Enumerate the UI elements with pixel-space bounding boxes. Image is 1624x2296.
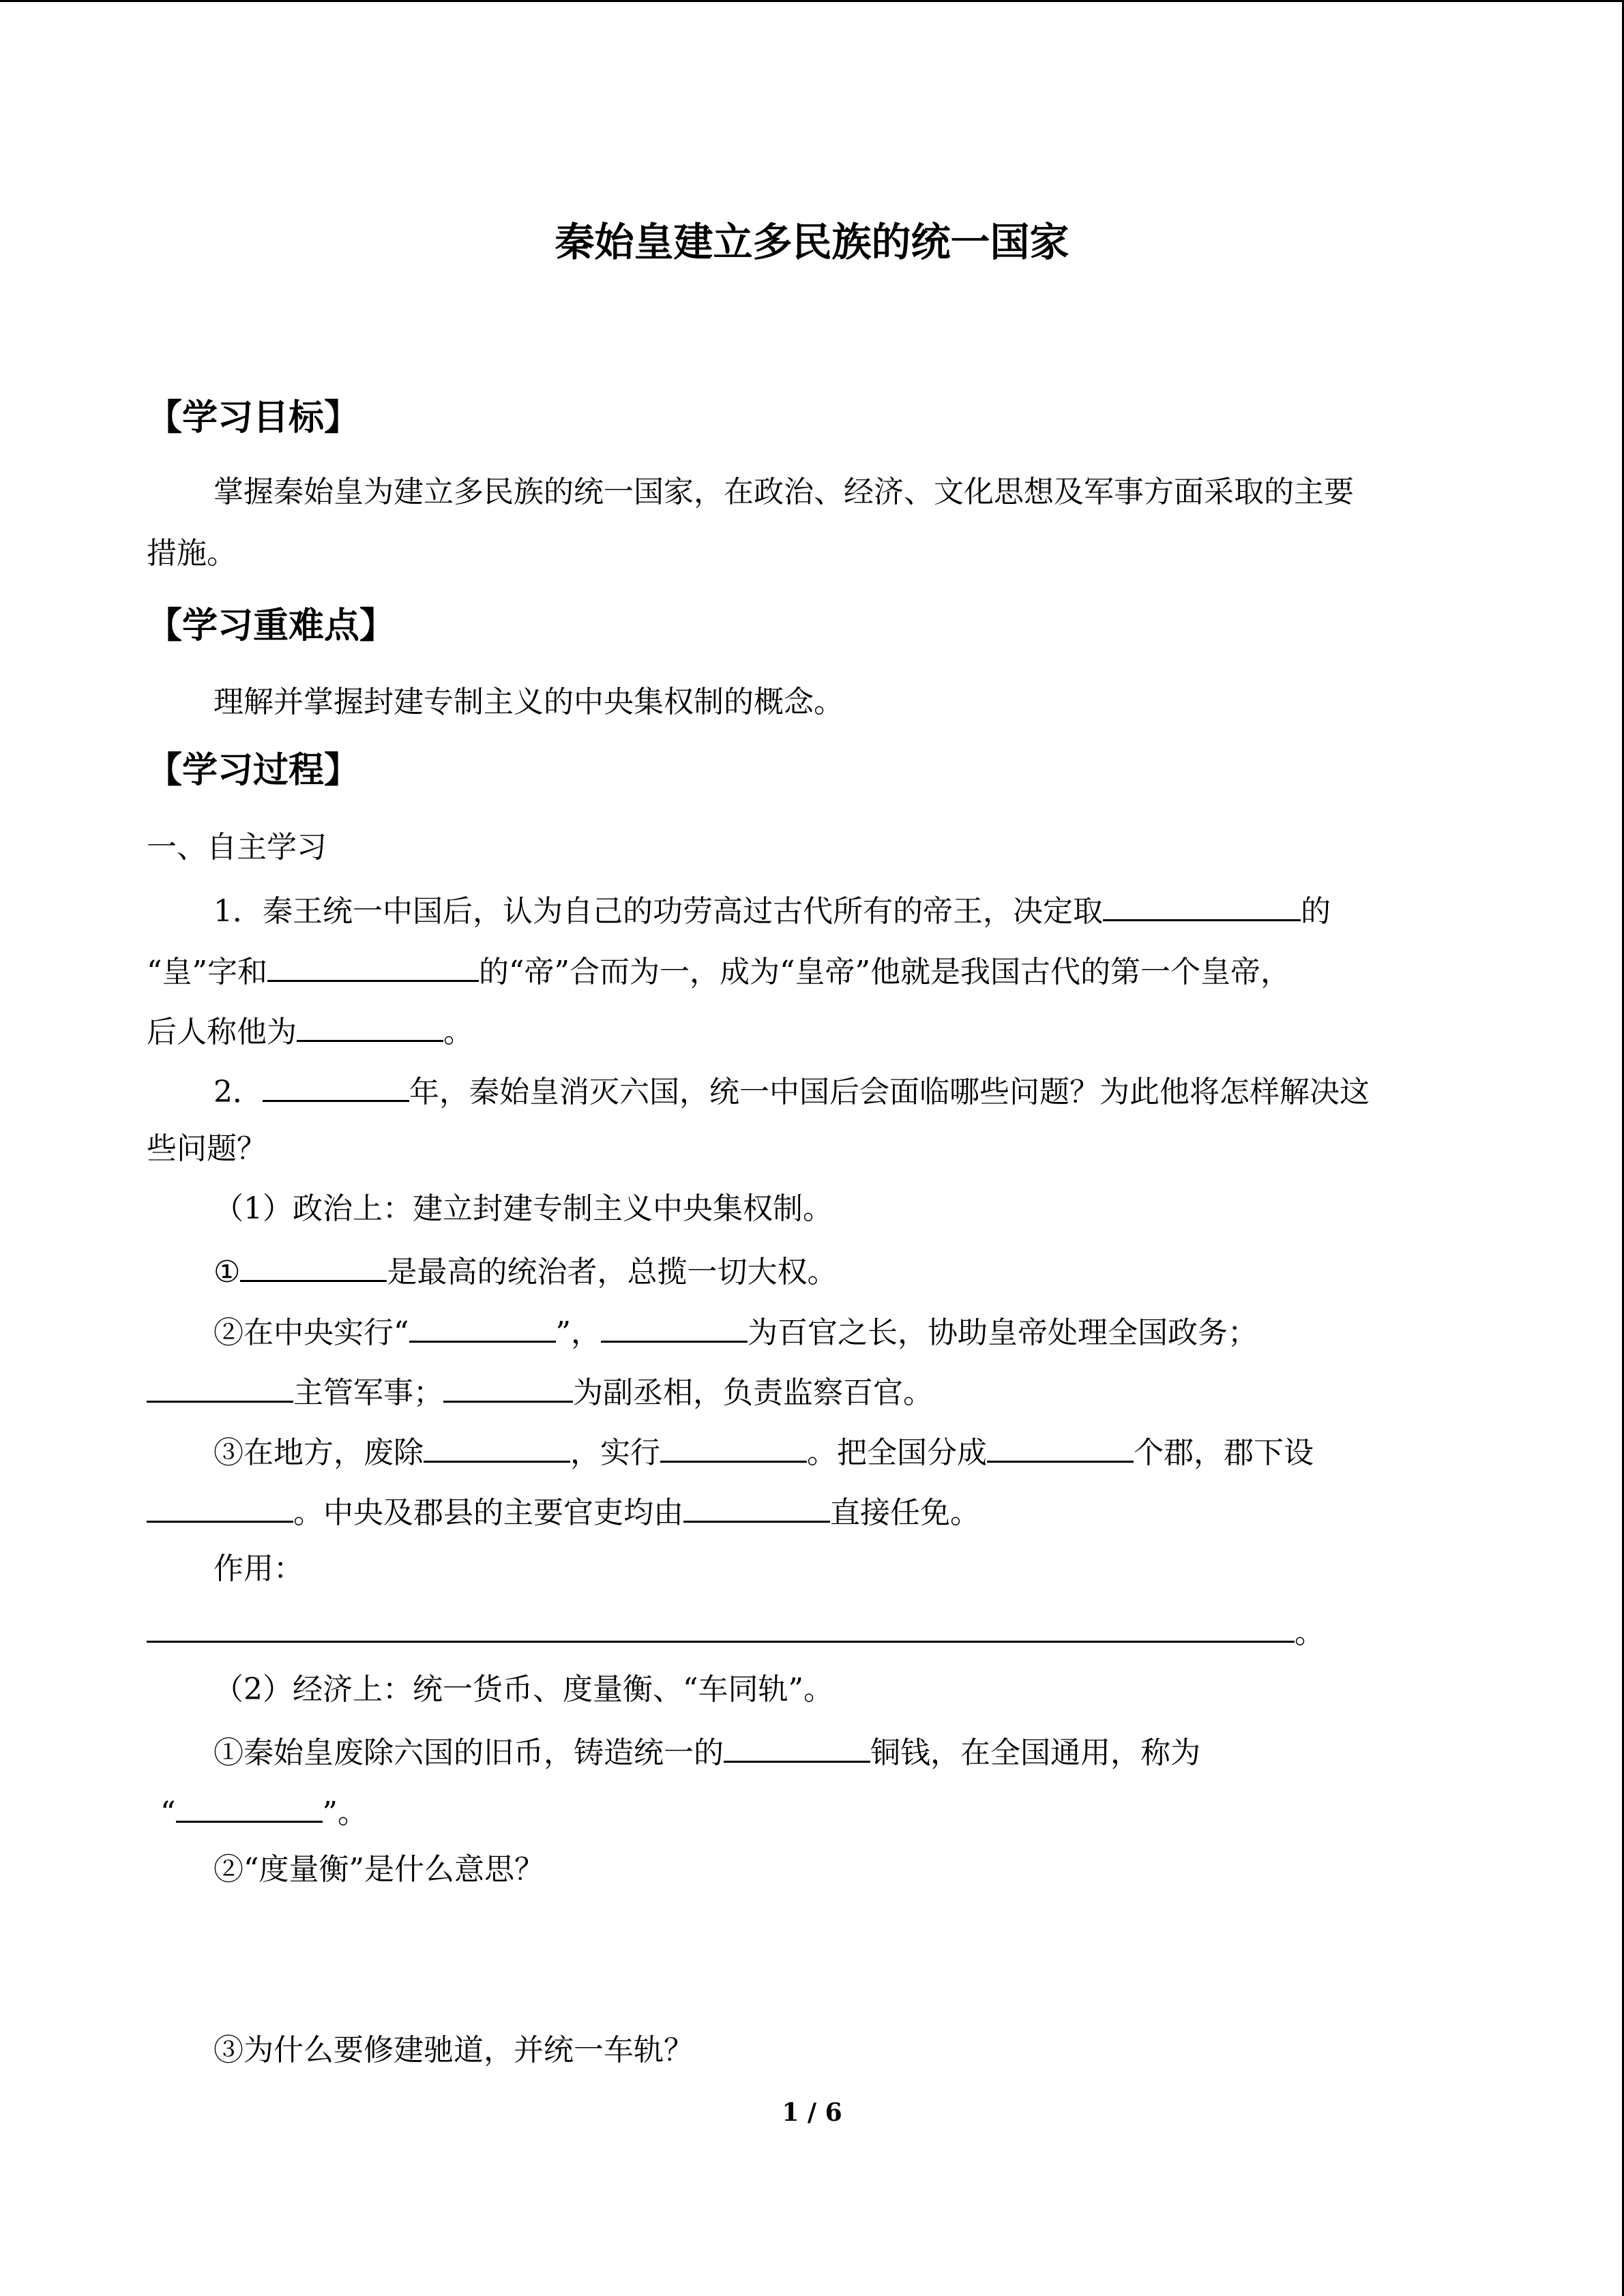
q1-line-1 xyxy=(213,888,1331,932)
blank-pol2-1[interactable] xyxy=(409,1309,556,1343)
q1-line-3 xyxy=(147,1009,473,1053)
page-top-border xyxy=(0,0,1624,2)
blank-pol3-5[interactable] xyxy=(683,1489,830,1523)
blank-pol2-3[interactable] xyxy=(147,1369,293,1403)
politics-title: （1）政治上：建立封建专制主义中央集权制。 xyxy=(213,1191,833,1226)
politics-item-3-line-2 xyxy=(147,1489,980,1534)
politics-item-2-line-1 xyxy=(213,1309,1258,1354)
page-number: 1 / 6 xyxy=(782,2098,842,2127)
blank-pol3-3[interactable] xyxy=(987,1429,1134,1463)
eco1-text-b: 铜钱，在全国通用，称为 xyxy=(870,1735,1200,1770)
pol1-text-b: 是最高的统治者，总揽一切大权。 xyxy=(387,1255,838,1289)
economy-item-1-line-2 xyxy=(160,1789,368,1834)
blank-eco1-1[interactable] xyxy=(724,1729,870,1763)
pol3-text-d: 个郡，郡下设 xyxy=(1134,1435,1314,1470)
goal-text-line-1: 掌握秦始皇为建立多民族的统一国家，在政治、经济、文化思想及军事方面采取的主要 xyxy=(213,475,1354,509)
q2-text-b: 年，秦始皇消灭六国，统一中国后会面临哪些问题？为此他将怎样解决这 xyxy=(409,1075,1370,1109)
politics-item-1 xyxy=(213,1249,837,1293)
pol2-text-d: 主管军事； xyxy=(293,1375,443,1410)
q1-text-f: 。 xyxy=(443,1015,473,1049)
pol1-text-a: ① xyxy=(213,1255,241,1289)
economy-item-3: ③为什么要修建驰道，并统一车轨？ xyxy=(213,2033,694,2068)
eco1-text-a: ①秦始皇废除六国的旧币，铸造统一的 xyxy=(213,1735,724,1770)
blank-q1-1[interactable] xyxy=(1103,888,1301,921)
politics-item-3-line-1 xyxy=(213,1429,1314,1474)
q1-line-2 xyxy=(147,949,1290,993)
eco1-text-d: ”。 xyxy=(322,1795,368,1830)
goal-text-line-2: 措施。 xyxy=(147,536,237,571)
blank-pol2-2[interactable] xyxy=(601,1309,748,1343)
page-title: 秦始皇建立多民族的统一国家 xyxy=(555,219,1069,265)
process-heading: 【学习过程】 xyxy=(147,750,360,791)
blank-pol3-1[interactable] xyxy=(424,1429,570,1463)
pol2-text-a: ②在中央实行“ xyxy=(213,1315,409,1350)
effect-end: 。 xyxy=(1295,1615,1325,1650)
effect-label: 作用： xyxy=(213,1551,304,1586)
pol2-text-e: 为副丞相，负责监察百官。 xyxy=(573,1375,933,1410)
economy-item-1-line-1 xyxy=(213,1729,1200,1774)
blank-q1-3[interactable] xyxy=(297,1009,443,1042)
q1-text-c: “皇”字和 xyxy=(147,955,267,989)
q2-line-1 xyxy=(213,1069,1370,1113)
eco1-text-c: “ xyxy=(160,1795,176,1830)
pol3-text-f: 直接任免。 xyxy=(830,1495,980,1530)
goal-heading: 【学习目标】 xyxy=(147,398,360,438)
blank-pol1[interactable] xyxy=(240,1249,387,1282)
q1-text-e: 后人称他为 xyxy=(147,1015,297,1049)
blank-q2-1[interactable] xyxy=(263,1069,409,1102)
q1-text-d: 的“帝”合而为一，成为“皇帝”他就是我国古代的第一个皇帝， xyxy=(479,955,1290,989)
economy-title: （2）经济上：统一货币、度量衡、“车同轨”。 xyxy=(213,1672,833,1707)
blank-pol3-2[interactable] xyxy=(660,1429,807,1463)
q2-text-a: 2． xyxy=(213,1075,263,1109)
blank-pol3-4[interactable] xyxy=(147,1489,293,1523)
politics-item-2-line-2 xyxy=(147,1369,933,1414)
blank-pol2-4[interactable] xyxy=(443,1369,573,1403)
pol2-text-b: ”， xyxy=(555,1315,601,1350)
economy-item-2: ②“度量衡”是什么意思？ xyxy=(213,1852,544,1887)
q1-text-b: 的 xyxy=(1301,894,1331,929)
pol3-text-b: ，实行 xyxy=(570,1435,660,1470)
effect-answer-line xyxy=(147,1609,1325,1654)
blank-q1-2[interactable] xyxy=(267,949,479,982)
q2-line-2: 些问题？ xyxy=(147,1131,267,1166)
key-text: 理解并掌握封建专制主义的中央集权制的概念。 xyxy=(213,685,844,719)
pol3-text-e: 。中央及郡县的主要官吏均由 xyxy=(293,1495,683,1530)
key-heading: 【学习重难点】 xyxy=(147,606,396,646)
q1-text-a: 1．秦王统一中国后，认为自己的功劳高过古代所有的帝王，决定取 xyxy=(213,894,1103,929)
pol3-text-a: ③在地方，废除 xyxy=(213,1435,424,1470)
blank-effect[interactable] xyxy=(147,1609,1295,1643)
self-study-label: 一、自主学习 xyxy=(147,830,327,865)
pol2-text-c: 为百官之长，协助皇帝处理全国政务； xyxy=(748,1315,1258,1350)
blank-eco1-2[interactable] xyxy=(176,1789,323,1823)
pol3-text-c: 。把全国分成 xyxy=(807,1435,987,1470)
